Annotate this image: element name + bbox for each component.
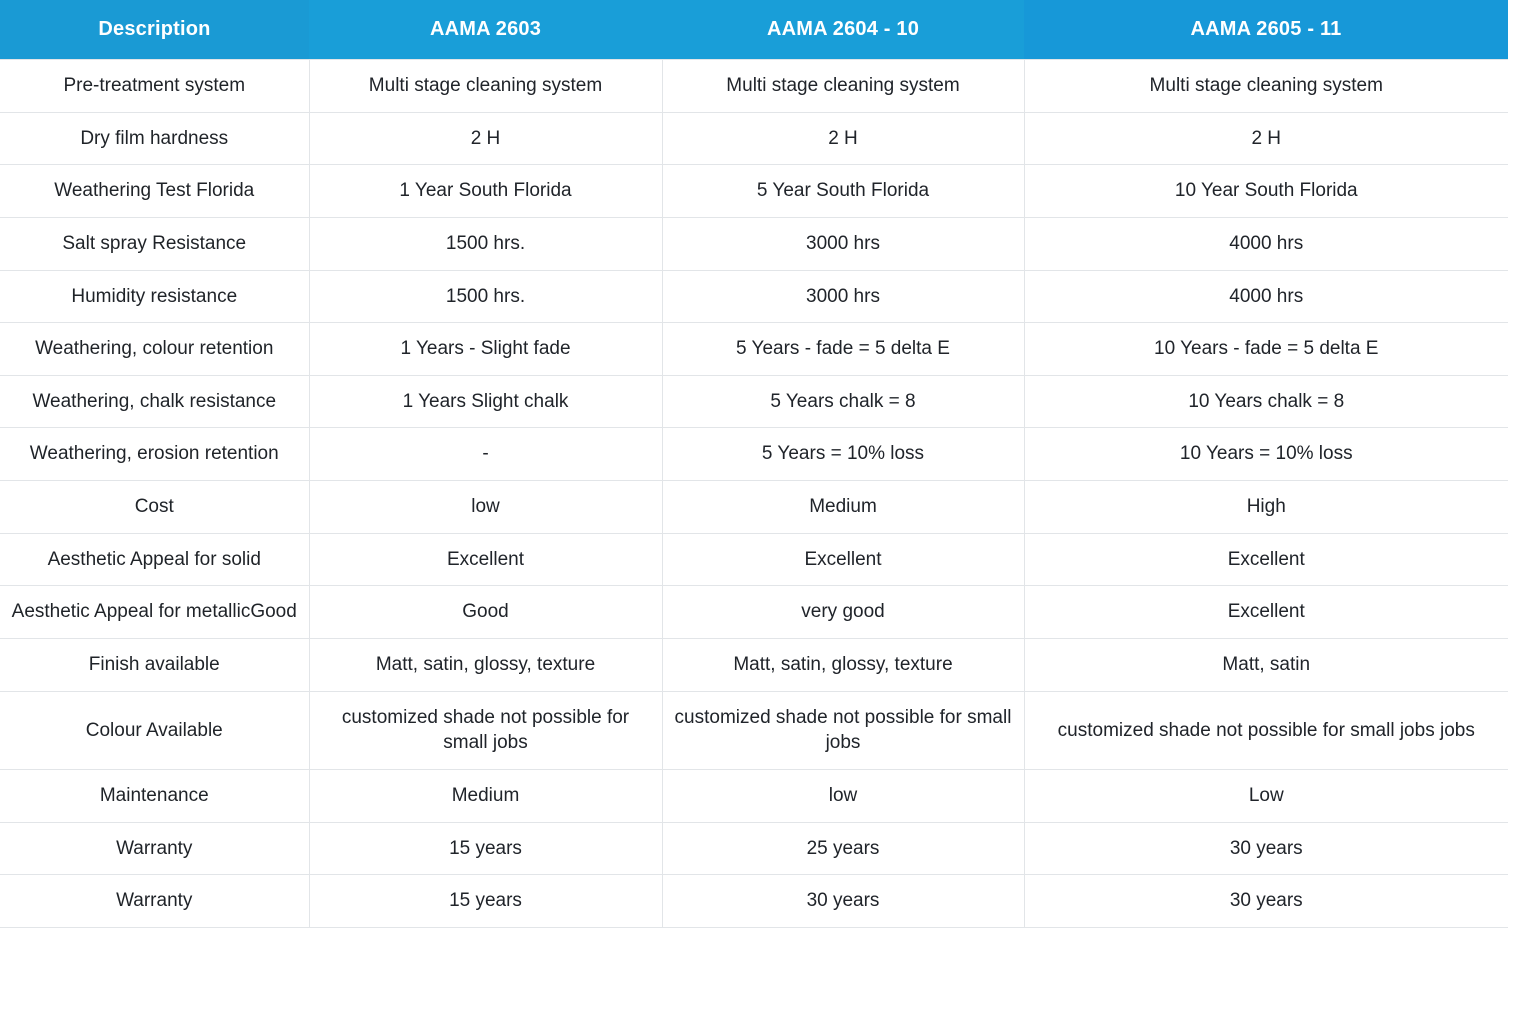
- table-row: [0, 165, 1508, 218]
- cell-aama-2603: customized shade not possible for small jobs: [309, 691, 662, 769]
- cell-description: Finish available: [0, 639, 309, 692]
- table-row: [0, 822, 1508, 875]
- cell-description: Salt spray Resistance: [0, 217, 309, 270]
- cell-aama-2603: 1500 hrs.: [309, 217, 662, 270]
- cell-aama-2603: low: [309, 481, 662, 534]
- cell-description: Dry film hardness: [0, 112, 309, 165]
- cell-description: Weathering, chalk resistance: [0, 375, 309, 428]
- cell-aama-2604: customized shade not possible for small jobs: [662, 691, 1024, 769]
- cell-aama-2603: 15 years: [309, 875, 662, 928]
- cell-aama-2603: Excellent: [309, 533, 662, 586]
- cell-description: Warranty: [0, 822, 309, 875]
- cell-aama-2605: 30 years: [1024, 822, 1508, 875]
- cell-description: Colour Available: [0, 691, 309, 769]
- cell-aama-2604: Medium: [662, 481, 1024, 534]
- table-row: [0, 217, 1508, 270]
- table-row: [0, 533, 1508, 586]
- cell-aama-2605: Low: [1024, 769, 1508, 822]
- cell-aama-2605: High: [1024, 481, 1508, 534]
- table-row: [0, 691, 1508, 769]
- table-row: [0, 112, 1508, 165]
- table-row: [0, 270, 1508, 323]
- cell-aama-2603: Good: [309, 586, 662, 639]
- cell-description: Aesthetic Appeal for solid: [0, 533, 309, 586]
- cell-aama-2604: Excellent: [662, 533, 1024, 586]
- table-row: [0, 428, 1508, 481]
- cell-description: Aesthetic Appeal for metallicGood: [0, 586, 309, 639]
- table-row: [0, 481, 1508, 534]
- cell-aama-2604: 3000 hrs: [662, 217, 1024, 270]
- cell-aama-2605: 4000 hrs: [1024, 270, 1508, 323]
- cell-aama-2604: 5 Years chalk = 8: [662, 375, 1024, 428]
- cell-description: Warranty: [0, 875, 309, 928]
- cell-aama-2604: 3000 hrs: [662, 270, 1024, 323]
- cell-aama-2603: Matt, satin, glossy, texture: [309, 639, 662, 692]
- cell-aama-2605: 4000 hrs: [1024, 217, 1508, 270]
- cell-description: Weathering Test Florida: [0, 165, 309, 218]
- column-header-aama-2603: AAMA 2603: [309, 0, 662, 60]
- cell-aama-2605: 2 H: [1024, 112, 1508, 165]
- column-header-description: Description: [0, 0, 309, 60]
- cell-aama-2605: Excellent: [1024, 533, 1508, 586]
- cell-description: Cost: [0, 481, 309, 534]
- table-row: [0, 639, 1508, 692]
- cell-aama-2604: Multi stage cleaning system: [662, 60, 1024, 113]
- table-header: [0, 0, 1508, 60]
- table-row: [0, 586, 1508, 639]
- cell-aama-2603: Medium: [309, 769, 662, 822]
- cell-description: Pre-treatment system: [0, 60, 309, 113]
- table-row: [0, 875, 1508, 928]
- cell-description: Maintenance: [0, 769, 309, 822]
- cell-aama-2604: 25 years: [662, 822, 1024, 875]
- cell-aama-2603: -: [309, 428, 662, 481]
- cell-aama-2603: Multi stage cleaning system: [309, 60, 662, 113]
- cell-description: Weathering, erosion retention: [0, 428, 309, 481]
- cell-aama-2603: 1 Years Slight chalk: [309, 375, 662, 428]
- cell-aama-2603: 1 Years - Slight fade: [309, 323, 662, 376]
- table-row: [0, 60, 1508, 113]
- table-body: [0, 60, 1508, 928]
- cell-aama-2605: customized shade not possible for small jobs jobs: [1024, 691, 1508, 769]
- column-header-aama-2604: AAMA 2604 - 10: [662, 0, 1024, 60]
- cell-aama-2605: 30 years: [1024, 875, 1508, 928]
- table-row: [0, 323, 1508, 376]
- cell-aama-2603: 1500 hrs.: [309, 270, 662, 323]
- cell-aama-2604: 5 Years = 10% loss: [662, 428, 1024, 481]
- column-header-aama-2605: AAMA 2605 - 11: [1024, 0, 1508, 60]
- cell-aama-2604: Matt, satin, glossy, texture: [662, 639, 1024, 692]
- table-header-row: [0, 0, 1508, 60]
- cell-aama-2603: 1 Year South Florida: [309, 165, 662, 218]
- cell-aama-2604: 2 H: [662, 112, 1024, 165]
- cell-aama-2604: 30 years: [662, 875, 1024, 928]
- cell-description: Humidity resistance: [0, 270, 309, 323]
- cell-aama-2603: 2 H: [309, 112, 662, 165]
- cell-aama-2604: 5 Years - fade = 5 delta E: [662, 323, 1024, 376]
- table-row: [0, 375, 1508, 428]
- cell-aama-2605: 10 Years = 10% loss: [1024, 428, 1508, 481]
- cell-aama-2604: low: [662, 769, 1024, 822]
- cell-aama-2605: 10 Years - fade = 5 delta E: [1024, 323, 1508, 376]
- cell-aama-2605: 10 Year South Florida: [1024, 165, 1508, 218]
- cell-aama-2604: 5 Year South Florida: [662, 165, 1024, 218]
- cell-description: Weathering, colour retention: [0, 323, 309, 376]
- cell-aama-2604: very good: [662, 586, 1024, 639]
- cell-aama-2605: Matt, satin: [1024, 639, 1508, 692]
- table-row: [0, 769, 1508, 822]
- cell-aama-2605: Excellent: [1024, 586, 1508, 639]
- cell-aama-2605: Multi stage cleaning system: [1024, 60, 1508, 113]
- cell-aama-2603: 15 years: [309, 822, 662, 875]
- cell-aama-2605: 10 Years chalk = 8: [1024, 375, 1508, 428]
